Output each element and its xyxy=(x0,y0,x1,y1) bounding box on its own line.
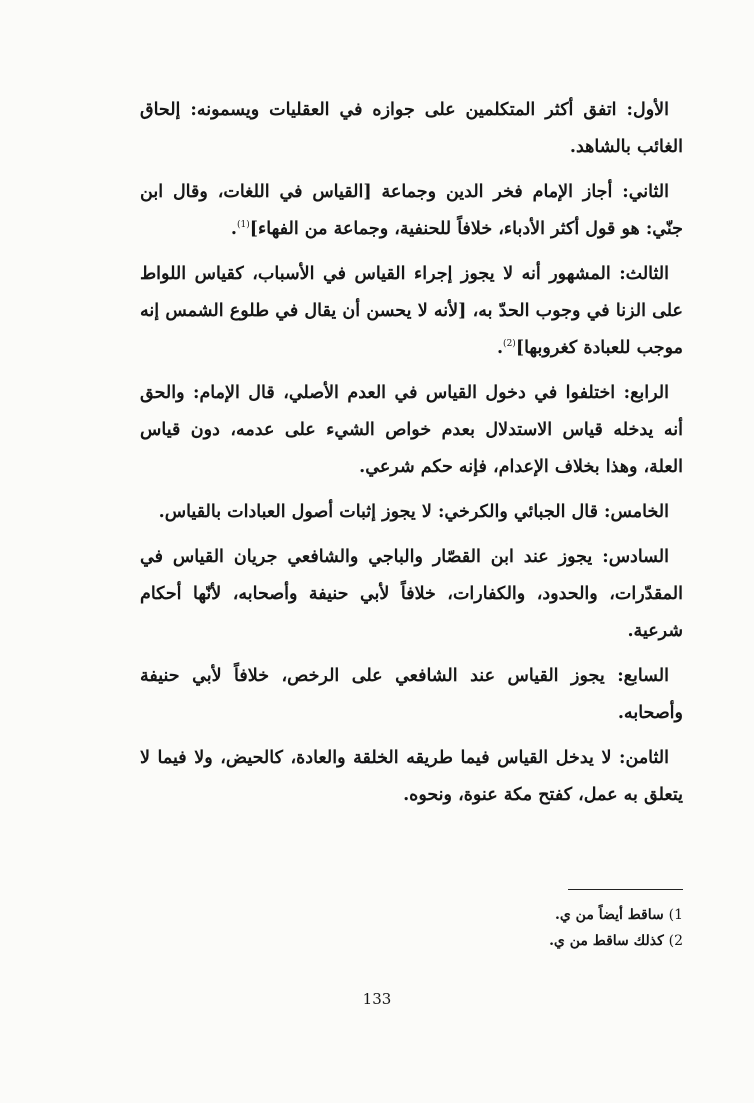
footnote-separator xyxy=(568,889,683,890)
paragraph-body: يجوز القياس عند الشافعي على الرخص، خلافاً لأبي حنيفة وأصحابه. xyxy=(140,666,683,723)
footnotes xyxy=(380,902,683,954)
footnote-ref: (2) xyxy=(503,339,516,350)
paragraph-end: . xyxy=(496,338,504,358)
paragraph-lead: السابع: xyxy=(617,666,669,686)
paragraph-eighth xyxy=(140,740,683,814)
paragraph-second xyxy=(140,174,683,248)
paragraph-lead: السادس: xyxy=(602,547,669,567)
paragraph-body: يجوز عند ابن القصّار والباجي والشافعي جريان القياس في المقدّرات، والحدود، والكفارات، خلافاً لأبي حنيفة وأصحابه، لأنّها أحكام شرعية. xyxy=(140,547,683,641)
paragraph-lead: الثاني: xyxy=(622,182,669,202)
footnote-number: 1) xyxy=(668,907,683,923)
footnote-item xyxy=(380,902,683,928)
footnote-text: ساقط أيضاً من ي. xyxy=(554,907,669,923)
paragraph-end: . xyxy=(230,219,237,239)
paragraph-seventh xyxy=(140,658,683,732)
paragraph-fourth xyxy=(140,375,683,486)
paragraph-lead: الرابع: xyxy=(623,383,669,403)
paragraph-body: المشهور أنه لا يجوز إجراء القياس في الأسباب، كقياس اللواط على الزنا في وجوب الحدّ به، [لأنه لا يحسن أن يقال في طلوع الشمس إنه موجب للعبادة كغروبها] xyxy=(140,264,683,358)
paragraph-body: اتفق أكثر المتكلمين على جوازه في العقليات ويسمونه: إلحاق الغائب بالشاهد. xyxy=(140,100,683,157)
paragraph-lead: الأول: xyxy=(626,100,669,120)
paragraph-fifth xyxy=(140,494,683,531)
footnote-ref: (1) xyxy=(237,220,250,231)
paragraph-lead: الخامس: xyxy=(604,502,669,522)
paragraph-third xyxy=(140,256,683,367)
paragraph-body: أجاز الإمام فخر الدين وجماعة [القياس في اللغات، وقال ابن جنّي: هو قول أكثر الأدباء، خلافاً للحنفية، وجماعة من الفهاء] xyxy=(140,182,683,239)
footnote-text: كذلك ساقط من ي. xyxy=(549,933,669,949)
paragraph-lead: الثامن: xyxy=(619,748,669,768)
footnote-item xyxy=(380,928,683,954)
page-number: 133 xyxy=(362,990,392,1008)
paragraph-first xyxy=(140,92,683,166)
paragraph-body: اختلفوا في دخول القياس في العدم الأصلي، قال الإمام: والحق أنه يدخله قياس الاستدلال بعدم خواص الشيء على عدمه، دون قياس العلة، وهذا بخلاف الإعدام، فإنه حكم شرعي. xyxy=(140,383,683,477)
footnote-number: 2) xyxy=(668,933,683,949)
main-text xyxy=(140,92,683,822)
paragraph-sixth xyxy=(140,539,683,650)
paragraph-body: قال الجبائي والكرخي: لا يجوز إثبات أصول العبادات بالقياس. xyxy=(158,502,605,522)
paragraph-body: لا يدخل القياس فيما طريقه الخلقة والعادة، كالحيض، ولا فيما لا يتعلق به عمل، كفتح مكة عنوة، ونحوه. xyxy=(140,748,683,805)
paragraph-lead: الثالث: xyxy=(619,264,669,284)
